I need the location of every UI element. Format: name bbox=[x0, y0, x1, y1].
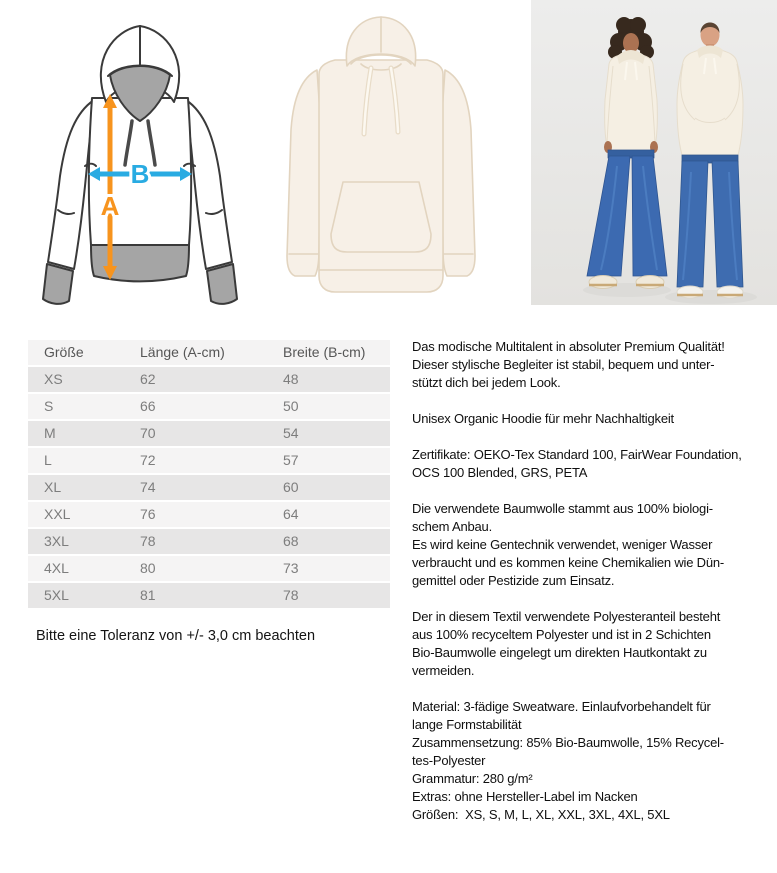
size-cell: 5XL bbox=[44, 587, 69, 603]
length-cell: 70 bbox=[140, 425, 156, 441]
description-line: gemittel oder Pestizide zum Einsatz. bbox=[412, 573, 615, 588]
length-cell: 72 bbox=[140, 452, 156, 468]
hoodie-measurement-diagram bbox=[30, 18, 250, 310]
description-line: aus 100% recyceltem Polyester und ist in 2 Schichten bbox=[412, 627, 711, 642]
models-photo bbox=[531, 0, 777, 305]
size-cell: S bbox=[44, 398, 54, 414]
description-paragraph bbox=[412, 608, 777, 680]
models-photo-image bbox=[531, 0, 777, 305]
length-column-header: Länge (A-cm) bbox=[140, 344, 225, 360]
diagram-right-cuff bbox=[207, 264, 237, 304]
length-cell: 78 bbox=[140, 533, 156, 549]
size-cell: M bbox=[44, 425, 56, 441]
description-line: schem Anbau. bbox=[412, 519, 492, 534]
description-line: Der in diesem Textil verwendete Polyesteranteil besteht bbox=[412, 609, 721, 624]
size-cell: XL bbox=[44, 479, 62, 495]
diagram-left-cuff bbox=[43, 264, 73, 304]
description-line: Material: 3-fädige Sweatware. Einlaufvorbehandelt für bbox=[412, 699, 711, 714]
product-photo-hoodie bbox=[255, 8, 507, 306]
description-line: Die verwendete Baumwolle stammt aus 100% biologi- bbox=[412, 501, 713, 516]
width-cell: 54 bbox=[283, 425, 299, 441]
length-cell: 74 bbox=[140, 479, 156, 495]
table-row bbox=[28, 529, 390, 554]
description-line: Dieser stylische Begleiter ist stabil, bequem und unter- bbox=[412, 357, 715, 372]
description-line: Zusammensetzung: 85% Bio-Baumwolle, 15% Recycel- bbox=[412, 735, 724, 750]
size-cell: XS bbox=[44, 371, 63, 387]
width-cell: 60 bbox=[283, 479, 299, 495]
description-line: lange Formstabilität bbox=[412, 717, 522, 732]
description-line: Es wird keine Gentechnik verwendet, weniger Wasser bbox=[412, 537, 713, 552]
width-cell: 57 bbox=[283, 452, 299, 468]
table-row bbox=[28, 583, 390, 608]
width-cell: 48 bbox=[283, 371, 299, 387]
length-cell: 62 bbox=[140, 371, 156, 387]
size-table-rows bbox=[28, 367, 390, 608]
table-row bbox=[28, 556, 390, 581]
diagram-label-a: A bbox=[100, 191, 120, 221]
description-paragraph bbox=[412, 410, 777, 428]
length-cell: 81 bbox=[140, 587, 156, 603]
description-line: Das modische Multitalent in absoluter Premium Qualität! bbox=[412, 339, 725, 354]
size-cell: L bbox=[44, 452, 52, 468]
description-line: Zertifikate: OEKO-Tex Standard 100, FairWear Foundation, bbox=[412, 447, 742, 462]
size-column-header: Größe bbox=[44, 344, 84, 360]
length-cell: 80 bbox=[140, 560, 156, 576]
description-paragraph bbox=[412, 698, 777, 824]
table-row bbox=[28, 421, 390, 446]
width-column-header: Breite (B-cm) bbox=[283, 344, 366, 360]
description-paragraph bbox=[412, 446, 777, 482]
size-table bbox=[28, 340, 390, 610]
width-cell: 64 bbox=[283, 506, 299, 522]
diagram-left-sleeve bbox=[48, 100, 94, 269]
description-line: verbraucht und es kommen keine Chemikalien wie Dün- bbox=[412, 555, 725, 570]
description-paragraph bbox=[412, 338, 777, 392]
description-line: OCS 100 Blended, GRS, PETA bbox=[412, 465, 588, 480]
width-cell: 50 bbox=[283, 398, 299, 414]
hoodie-diagram-image bbox=[30, 18, 250, 310]
description-line: Bio-Baumwolle eingelegt um direkten Hautkontakt zu bbox=[412, 645, 707, 660]
description-line: Unisex Organic Hoodie für mehr Nachhaltigkeit bbox=[412, 411, 674, 426]
length-cell: 76 bbox=[140, 506, 156, 522]
width-cell: 68 bbox=[283, 533, 299, 549]
size-cell: 4XL bbox=[44, 560, 69, 576]
product-description bbox=[412, 338, 777, 824]
table-row bbox=[28, 502, 390, 527]
width-cell: 78 bbox=[283, 587, 299, 603]
diagram-right-sleeve bbox=[186, 100, 232, 269]
size-table-header bbox=[28, 340, 390, 365]
description-paragraph bbox=[412, 500, 777, 590]
product-hoodie-image bbox=[255, 8, 507, 306]
table-row bbox=[28, 394, 390, 419]
description-line: Grammatur: 280 g/m² bbox=[412, 771, 533, 786]
diagram-hem-band bbox=[91, 245, 189, 281]
width-cell: 73 bbox=[283, 560, 299, 576]
diagram-label-b: B bbox=[130, 159, 150, 189]
table-row bbox=[28, 448, 390, 473]
length-cell: 66 bbox=[140, 398, 156, 414]
size-cell: 3XL bbox=[44, 533, 69, 549]
size-cell: XXL bbox=[44, 506, 71, 522]
description-line: Extras: ohne Hersteller-Label im Nacken bbox=[412, 789, 638, 804]
description-line: tes-Polyester bbox=[412, 753, 486, 768]
description-line: stützt dich bei jedem Look. bbox=[412, 375, 561, 390]
kangaroo-pocket bbox=[331, 182, 431, 252]
table-row bbox=[28, 475, 390, 500]
description-line: vermeiden. bbox=[412, 663, 475, 678]
description-line: Größen: XS, S, M, L, XL, XXL, 3XL, 4XL, 5XL bbox=[412, 807, 670, 822]
tolerance-note: Bitte eine Toleranz von +/- 3,0 cm beachten bbox=[36, 628, 316, 644]
table-row bbox=[28, 367, 390, 392]
